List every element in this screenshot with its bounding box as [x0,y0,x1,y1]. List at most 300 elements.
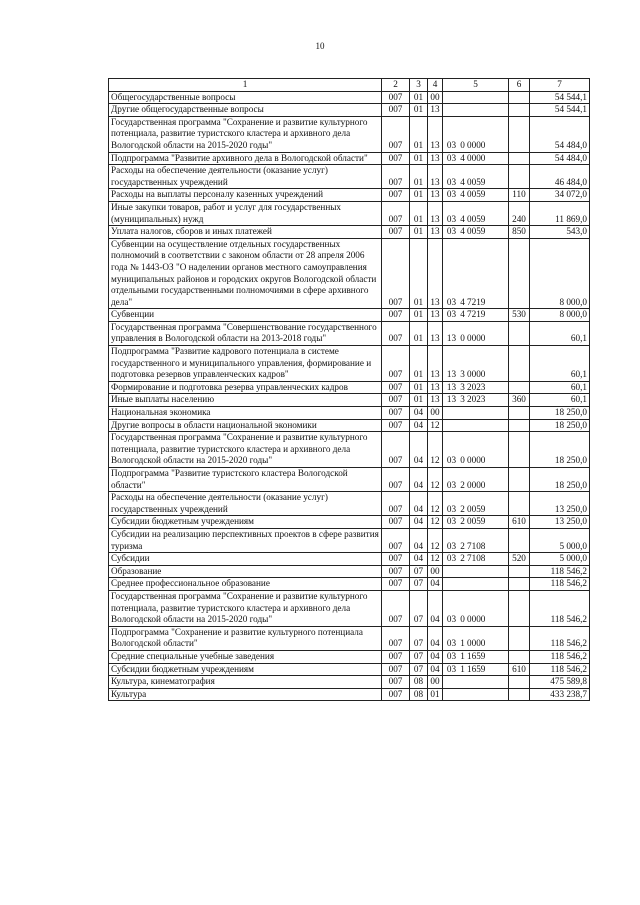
subprogram-code: 3 [460,394,465,405]
target-article-code [443,238,509,309]
admin-code: 007 [382,165,410,189]
program-code: 03 [446,189,457,200]
table-header-row [109,79,590,92]
target-article-code [443,626,509,650]
amount: 5 000,0 [530,553,590,566]
target-article-code [443,578,509,591]
section-code: 07 [410,590,428,626]
table-row [109,432,590,468]
row-name: Расходы на обеспечение деятельности (оказание услуг) государственных учреждений [109,492,382,516]
table-row [109,91,590,104]
expense-type-code: 520 [509,553,530,566]
admin-code: 007 [382,468,410,492]
target-article-code [443,381,509,394]
section-code: 01 [410,116,428,152]
admin-code: 007 [382,407,410,420]
direction-code: 0000 [467,152,486,163]
program-code: 03 [446,516,457,527]
subsection-code: 13 [428,165,443,189]
target-article-code [443,590,509,626]
expense-type-code [509,565,530,578]
target-article-code [443,528,509,552]
subsection-code: 00 [428,565,443,578]
expense-type-code [509,419,530,432]
target-article-code [443,553,509,566]
amount: 54 484,0 [530,152,590,165]
section-code: 01 [410,321,428,345]
section-code: 04 [410,468,428,492]
expense-type-code: 610 [509,663,530,676]
amount: 433 238,7 [530,688,590,701]
target-article-code [443,419,509,432]
column-header: 1 [109,79,382,92]
target-article-code [443,432,509,468]
program-code: 13 [446,333,457,344]
amount: 118 546,2 [530,650,590,663]
amount: 11 869,0 [530,201,590,225]
subprogram-code: 2 [460,503,465,514]
amount: 5 000,0 [530,528,590,552]
admin-code: 007 [382,578,410,591]
program-code: 03 [446,614,457,625]
amount: 118 546,2 [530,590,590,626]
row-name: Государственная программа "Сохранение и развитие культурного потенциала, развитие туристского кластера и архивного дела Вологодской области на 2015-2020 годы" [109,432,382,468]
subprogram-code: 0 [460,455,465,466]
admin-code: 007 [382,309,410,322]
table-row [109,381,590,394]
subprogram-code: 2 [460,479,465,490]
table-row [109,419,590,432]
subsection-code: 12 [428,419,443,432]
table-row [109,553,590,566]
section-code: 01 [410,226,428,239]
target-article-code [443,565,509,578]
section-code: 07 [410,650,428,663]
amount: 34 072,0 [530,189,590,202]
table-row [109,321,590,345]
subprogram-code: 3 [460,369,465,380]
section-code: 04 [410,432,428,468]
subsection-code: 12 [428,492,443,516]
section-code: 01 [410,238,428,309]
program-code: 03 [446,176,457,187]
direction-code: 0000 [467,455,486,466]
target-article-code [443,116,509,152]
admin-code: 007 [382,676,410,689]
budget-table [108,78,590,701]
amount: 13 250,0 [530,492,590,516]
subprogram-code: 2 [460,516,465,527]
table-row [109,516,590,529]
row-name: Подпрограмма "Развитие архивного дела в Вологодской области" [109,152,382,165]
admin-code: 007 [382,650,410,663]
expense-type-code [509,578,530,591]
admin-code: 007 [382,590,410,626]
program-code: 03 [446,479,457,490]
row-name: Образование [109,565,382,578]
admin-code: 007 [382,553,410,566]
direction-code: 0000 [467,479,486,490]
direction-code: 0000 [467,614,486,625]
row-name: Другие общегосударственные вопросы [109,104,382,117]
section-code: 01 [410,104,428,117]
expense-type-code [509,321,530,345]
section-code: 01 [410,165,428,189]
program-code: 03 [446,296,457,307]
amount: 8 000,0 [530,238,590,309]
program-code: 03 [446,650,457,661]
row-name: Уплата налогов, сборов и иных платежей [109,226,382,239]
expense-type-code [509,590,530,626]
amount: 118 546,2 [530,663,590,676]
target-article-code [443,152,509,165]
subprogram-code: 0 [460,333,465,344]
row-name: Общегосударственные вопросы [109,91,382,104]
section-code: 04 [410,419,428,432]
expense-type-code [509,152,530,165]
target-article-code [443,321,509,345]
subprogram-code: 1 [460,650,465,661]
target-article-code [443,104,509,117]
direction-code: 1659 [467,650,486,661]
expense-type-code [509,492,530,516]
admin-code: 007 [382,626,410,650]
program-code: 03 [446,152,457,163]
program-code: 03 [446,455,457,466]
target-article-code [443,492,509,516]
admin-code: 007 [382,516,410,529]
direction-code: 2023 [467,381,486,392]
subsection-code: 13 [428,152,443,165]
section-code: 07 [410,565,428,578]
expense-type-code: 240 [509,201,530,225]
table-row [109,152,590,165]
amount: 54 544,1 [530,104,590,117]
admin-code: 007 [382,663,410,676]
table-row [109,565,590,578]
target-article-code [443,201,509,225]
table-row [109,116,590,152]
table-row [109,226,590,239]
target-article-code [443,516,509,529]
subsection-code: 13 [428,226,443,239]
direction-code: 0059 [467,226,486,237]
section-code: 01 [410,381,428,394]
column-header: 2 [382,79,410,92]
amount: 118 546,2 [530,565,590,578]
amount: 18 250,0 [530,407,590,420]
direction-code: 2023 [467,394,486,405]
subsection-code: 01 [428,688,443,701]
row-name: Подпрограмма "Сохранение и развитие культурного потенциала Вологодской области" [109,626,382,650]
section-code: 08 [410,688,428,701]
section-code: 01 [410,201,428,225]
section-code: 04 [410,516,428,529]
direction-code: 0059 [467,176,486,187]
direction-code: 0000 [467,333,486,344]
section-code: 07 [410,578,428,591]
program-code: 03 [446,553,457,564]
subsection-code: 13 [428,309,443,322]
direction-code: 0000 [467,139,486,150]
subsection-code: 13 [428,104,443,117]
admin-code: 007 [382,189,410,202]
subsection-code: 13 [428,189,443,202]
direction-code: 0000 [467,369,486,380]
admin-code: 007 [382,381,410,394]
target-article-code [443,407,509,420]
table-row [109,663,590,676]
table-row [109,578,590,591]
target-article-code [443,189,509,202]
section-code: 08 [410,676,428,689]
target-article-code [443,650,509,663]
subsection-code: 04 [428,663,443,676]
program-code: 03 [446,309,457,320]
row-name: Формирование и подготовка резерва управленческих кадров [109,381,382,394]
direction-code: 7108 [467,553,486,564]
table-row [109,528,590,552]
expense-type-code [509,91,530,104]
amount: 18 250,0 [530,419,590,432]
expense-type-code: 360 [509,394,530,407]
table-row [109,407,590,420]
expense-type-code [509,432,530,468]
table-row [109,492,590,516]
table-row [109,468,590,492]
program-code: 03 [446,540,457,551]
expense-type-code [509,116,530,152]
admin-code: 007 [382,492,410,516]
admin-code: 007 [382,201,410,225]
subprogram-code: 3 [460,381,465,392]
expense-type-code: 110 [509,189,530,202]
expense-type-code [509,104,530,117]
subsection-code: 13 [428,346,443,382]
section-code: 01 [410,346,428,382]
row-name: Государственная программа "Сохранение и развитие культурного потенциала, развитие туристского кластера и архивного дела Вологодской области на 2015-2020 годы" [109,116,382,152]
subsection-code: 12 [428,528,443,552]
row-name: Субсидии на реализацию перспективных проектов в сфере развития туризма [109,528,382,552]
amount: 118 546,2 [530,626,590,650]
subsection-code: 00 [428,676,443,689]
section-code: 01 [410,309,428,322]
admin-code: 007 [382,394,410,407]
expense-type-code: 530 [509,309,530,322]
row-name: Расходы на выплаты персоналу казенных учреждений [109,189,382,202]
table-row [109,626,590,650]
row-name: Субвенции на осуществление отдельных государственных полномочий в соответствии с законом области от 28 апреля 2006 года № 1443-ОЗ "О наделении органов местного самоуправления муниципальных районов и городских округов Вологодской области отдельными государственными полномочиями в сфере архивного дела" [109,238,382,309]
row-name: Субсидии [109,553,382,566]
row-name: Среднее профессиональное образование [109,578,382,591]
program-code: 03 [446,213,457,224]
section-code: 01 [410,189,428,202]
amount: 8 000,0 [530,309,590,322]
column-header: 6 [509,79,530,92]
expense-type-code [509,238,530,309]
subprogram-code: 1 [460,663,465,674]
target-article-code [443,468,509,492]
expense-type-code [509,676,530,689]
target-article-code [443,346,509,382]
row-name: Средние специальные учебные заведения [109,650,382,663]
section-code: 07 [410,626,428,650]
table-row [109,238,590,309]
amount: 54 544,1 [530,91,590,104]
subsection-code: 12 [428,468,443,492]
target-article-code [443,688,509,701]
row-name: Субсидии бюджетным учреждениям [109,663,382,676]
target-article-code [443,676,509,689]
subsection-code: 12 [428,432,443,468]
row-name: Государственная программа "Совершенствование государственного управления в Вологодской области на 2013-2018 годы" [109,321,382,345]
row-name: Культура [109,688,382,701]
amount: 475 589,8 [530,676,590,689]
subsection-code: 13 [428,394,443,407]
amount: 60,1 [530,346,590,382]
table-row [109,189,590,202]
direction-code: 7219 [467,309,486,320]
amount: 118 546,2 [530,578,590,591]
expense-type-code: 610 [509,516,530,529]
section-code: 04 [410,528,428,552]
table-row [109,394,590,407]
program-code: 03 [446,503,457,514]
row-name: Субвенции [109,309,382,322]
admin-code: 007 [382,528,410,552]
row-name: Подпрограмма "Развитие кадрового потенциала в системе государственного и муниципального управления, формирование и подготовка резервов управленческих кадров" [109,346,382,382]
subsection-code: 13 [428,201,443,225]
target-article-code [443,165,509,189]
column-header: 7 [530,79,590,92]
amount: 60,1 [530,381,590,394]
amount: 18 250,0 [530,468,590,492]
admin-code: 007 [382,238,410,309]
row-name: Расходы на обеспечение деятельности (оказание услуг) государственных учреждений [109,165,382,189]
subsection-code: 13 [428,381,443,394]
subsection-code: 13 [428,116,443,152]
direction-code: 0059 [467,189,486,200]
row-name: Иные выплаты населению [109,394,382,407]
direction-code: 1659 [467,663,486,674]
table-row [109,590,590,626]
table-row [109,165,590,189]
program-code: 13 [446,369,457,380]
row-name: Национальная экономика [109,407,382,420]
table-row [109,650,590,663]
amount: 13 250,0 [530,516,590,529]
row-name: Культура, кинематография [109,676,382,689]
program-code: 03 [446,226,457,237]
admin-code: 007 [382,104,410,117]
target-article-code [443,309,509,322]
subprogram-code: 4 [460,176,465,187]
admin-code: 007 [382,346,410,382]
table-row [109,676,590,689]
target-article-code [443,663,509,676]
subsection-code: 04 [428,578,443,591]
subsection-code: 04 [428,626,443,650]
direction-code: 0000 [467,638,486,649]
expense-type-code [509,381,530,394]
section-code: 04 [410,553,428,566]
subsection-code: 00 [428,91,443,104]
table-row [109,104,590,117]
column-header: 4 [428,79,443,92]
expense-type-code [509,626,530,650]
subprogram-code: 4 [460,152,465,163]
row-name: Субсидии бюджетным учреждениям [109,516,382,529]
table-row [109,309,590,322]
program-code: 13 [446,394,457,405]
amount: 543,0 [530,226,590,239]
admin-code: 007 [382,419,410,432]
subprogram-code: 4 [460,226,465,237]
program-code: 03 [446,663,457,674]
admin-code: 007 [382,432,410,468]
program-code: 03 [446,139,457,150]
expense-type-code [509,468,530,492]
expense-type-code [509,346,530,382]
amount: 46 484,0 [530,165,590,189]
page-number: 10 [315,41,325,51]
admin-code: 007 [382,116,410,152]
expense-type-code [509,650,530,663]
direction-code: 0059 [467,213,486,224]
table-row [109,201,590,225]
subsection-code: 12 [428,516,443,529]
subsection-code: 13 [428,321,443,345]
admin-code: 007 [382,688,410,701]
row-name: Другие вопросы в области национальной экономики [109,419,382,432]
admin-code: 007 [382,91,410,104]
subprogram-code: 0 [460,139,465,150]
program-code: 03 [446,638,457,649]
expense-type-code [509,165,530,189]
amount: 60,1 [530,394,590,407]
amount: 60,1 [530,321,590,345]
subprogram-code: 4 [460,189,465,200]
row-name: Иные закупки товаров, работ и услуг для государственных (муниципальных) нужд [109,201,382,225]
admin-code: 007 [382,321,410,345]
admin-code: 007 [382,226,410,239]
expense-type-code: 850 [509,226,530,239]
subprogram-code: 4 [460,309,465,320]
admin-code: 007 [382,565,410,578]
target-article-code [443,394,509,407]
section-code: 07 [410,663,428,676]
subprogram-code: 2 [460,540,465,551]
subsection-code: 00 [428,407,443,420]
expense-type-code [509,407,530,420]
subsection-code: 04 [428,590,443,626]
expense-type-code [509,688,530,701]
amount: 54 484,0 [530,116,590,152]
table-row [109,346,590,382]
subsection-code: 13 [428,238,443,309]
direction-code: 7219 [467,296,486,307]
amount: 18 250,0 [530,432,590,468]
column-header: 5 [443,79,509,92]
direction-code: 0059 [467,503,486,514]
admin-code: 007 [382,152,410,165]
row-name: Подпрограмма "Развитие туристского кластера Вологодской области" [109,468,382,492]
target-article-code [443,91,509,104]
program-code: 13 [446,381,457,392]
subsection-code: 12 [428,553,443,566]
section-code: 01 [410,394,428,407]
section-code: 01 [410,91,428,104]
